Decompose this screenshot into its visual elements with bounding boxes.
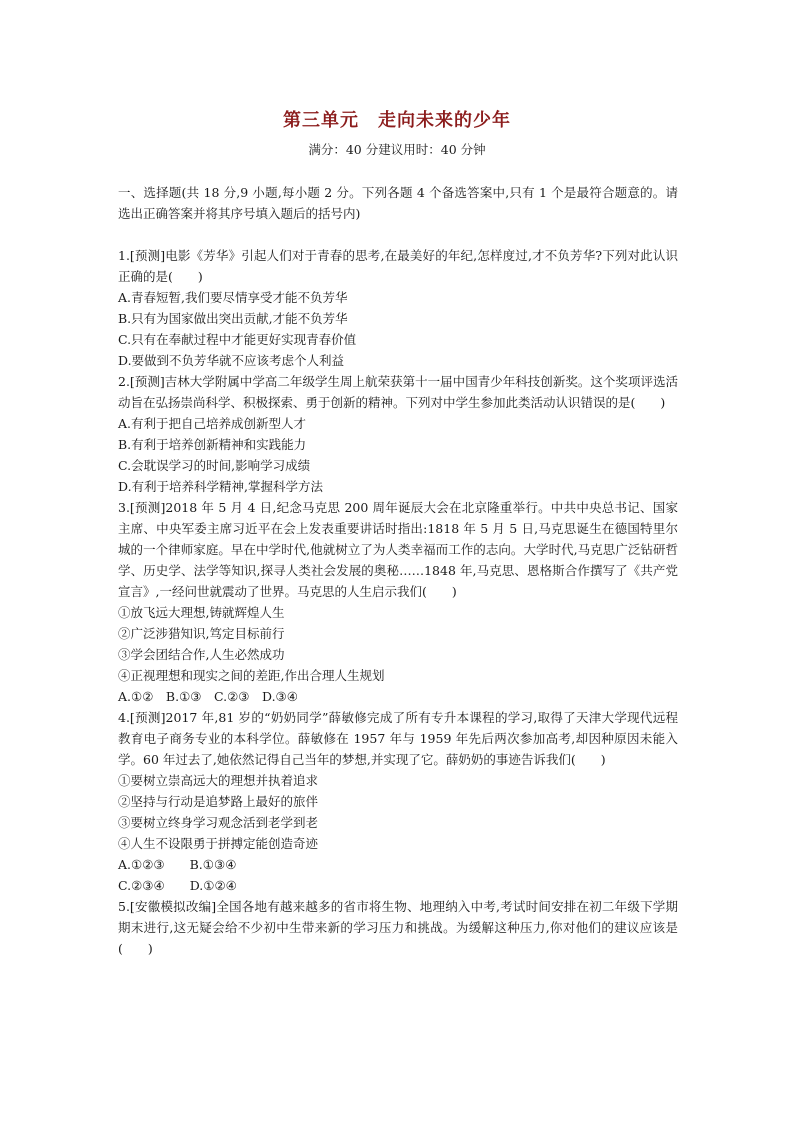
document-body [118, 182, 678, 959]
section-instructions: 一、选择题(共 18 分,9 小题,每小题 2 分。下列各题 4 个备选答案中,只有 1 个是最符合题意的。请选出正确答案并将其序号填入题后的括号内) [118, 185, 678, 221]
option: ③学会团结合作,人生必然成功 [118, 647, 285, 662]
question-stem: 1.[预测]电影《芳华》引起人们对于青春的思考,在最美好的年纪,怎样度过,才不负芳华?下列对此认识正确的是( ) [118, 248, 678, 284]
spacer [118, 224, 678, 245]
score-time-info: 满分：40 分建议用时：40 分钟 [308, 142, 486, 157]
question-2 [118, 371, 678, 497]
option: B.有利于培养创新精神和实践能力 [118, 437, 307, 452]
option: C.会耽误学习的时间,影响学习成绩 [118, 458, 311, 473]
question-stem: 3.[预测]2018 年 5 月 4 日,纪念马克思 200 周年诞辰大会在北京隆重举行。中共中央总书记、国家主席、中央军委主席习近平在会上发表重要讲话时指出:1818 年 5 月 5 日,马克思诞生在德国特里尔城的一个律师家庭。早在中学时代,他就树立了为人类幸福而工作的志向。大学时代,马克思广泛钻研哲学、历史学、法学等知识,探寻人类社会发展的奥秘……1848 年,马克思、恩格斯合作撰写了《共产党宣言》,一经问世就震动了世界。马克思的人生启示我们( ) [118, 500, 678, 599]
question-stem: 5.[安徽模拟改编]全国各地有越来越多的省市将生物、地理纳入中考,考试时间安排在初二年级下学期期末进行,这无疑会给不少初中生带来新的学习压力和挑战。为缓解这种压力,你对他们的建议应该是( ) [118, 899, 678, 956]
question-stem: 4.[预测]2017 年,81 岁的“奶奶同学”薛敏修完成了所有专升本课程的学习,取得了天津大学现代远程教育电子商务专业的本科学位。薛敏修在 1957 年与 1959 年先后两次参加高考,却因种原因未能入学。60 年过去了,她依然记得自己当年的梦想,并实现了它。薛奶奶的事迹告诉我们( ) [118, 710, 678, 767]
option: A.①② B.①③ C.②③ D.③④ [118, 689, 298, 704]
option: A.①②③ B.①③④ [118, 857, 237, 872]
question-5 [118, 896, 678, 959]
question-stem: 2.[预测]吉林大学附属中学高二年级学生周上航荣获第十一届中国青少年科技创新奖。这个奖项评选活动旨在弘扬崇尚科学、积极探索、勇于创新的精神。下列对中学生参加此类活动认识错误的是( ) [118, 374, 678, 410]
option: ①要树立崇高远大的理想并执着追求 [118, 773, 319, 788]
question-3 [118, 497, 678, 707]
option: A.有利于把自己培养成创新型人才 [118, 416, 307, 431]
question-4 [118, 707, 678, 896]
page-title: 第三单元 走向未来的少年 [283, 110, 511, 131]
option: ③要树立终身学习观念活到老学到老 [118, 815, 319, 830]
option: ①放飞远大理想,铸就辉煌人生 [118, 605, 285, 620]
option: D.有利于培养科学精神,掌握科学方法 [118, 479, 324, 494]
option: ②广泛涉猎知识,笃定目标前行 [118, 626, 285, 641]
option: B.只有为国家做出突出贡献,才能不负芳华 [118, 311, 348, 326]
question-1 [118, 245, 678, 371]
option: ④正视理想和现实之间的差距,作出合理人生规划 [118, 668, 385, 683]
option: ②坚持与行动是追梦路上最好的旅伴 [118, 794, 319, 809]
option: A.青春短暂,我们要尽情享受才能不负芳华 [118, 290, 348, 305]
option: C.②③④ D.①②④ [118, 878, 237, 893]
option: D.要做到不负芳华就不应该考虑个人利益 [118, 353, 345, 368]
option: C.只有在奉献过程中才能更好实现青春价值 [118, 332, 357, 347]
option: ④人生不设限勇于拼搏定能创造奇迹 [118, 836, 319, 851]
